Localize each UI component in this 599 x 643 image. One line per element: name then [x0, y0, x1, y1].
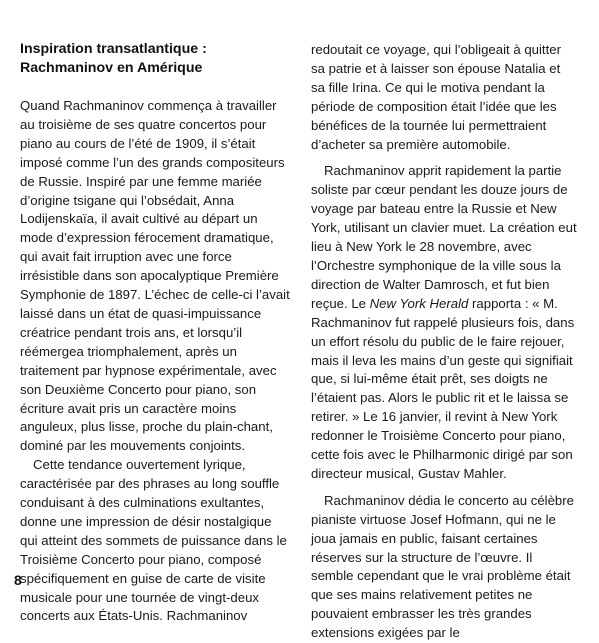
left-paragraph-2: Cette tendance ouvertement lyrique, caractérisée par des phrases au long souffle conduisant à des culminations exultantes, donne une impression de désir nostalgique qui atteint des sommets de puissance dans le Troisième Concerto pour piano, composé spécifiquement en guise de carte de visite musicale pour une tournée de vingt-deux concerts aux États-Unis. Rachmaninov	[20, 457, 287, 624]
heading-line-1: Inspiration transatlantique :	[20, 41, 207, 57]
newspaper-title: New York Herald	[369, 295, 469, 311]
left-paragraph-1: Quand Rachmaninov commença à travailler au troisième de ses quatre concertos pour piano au cours de l’été de 1909, il s’était imposé comme l’un des grands compositeurs de Russie. Inspiré par une femme mariée d’origine tsigane qui l’obsédait, Anna Lodijenskaïa, il avait cultivé au départ un mode d’expression férocement dramatique, qui avait fait irruption avec une force irrésistible dans son apocalyptique Première Symphonie de 1897. L’échec de celle-ci l’avait laissé dans un état de quasi-impuissance créatrice pendant trois ans, et lorsqu’il réémergea triomphalement, après un traitement par hypnose expérimentale, avec son Deuxième Concerto pour piano, son écriture avait pris un caractère moins anguleux, plus lisse, proche du plain-chant, dominé par les mouvements conjoints.	[20, 98, 290, 454]
right-paragraph-1: redoutait ce voyage, qui l’obligeait à quitter sa patrie et à laisser son épouse Natalia et sa fille Irina. Ce qui le motiva pendant la période de composition était l’idée que les bénéfices de la tournée lui permettraient d’acheter sa première automobile.	[311, 42, 561, 152]
article-heading	[20, 40, 292, 78]
right-paragraph-2-part-b: rapporta : « M. Rachmaninov fut rappelé plusieurs fois, dans un effort résolu du public de le faire rejouer, mais il leva les mains d’un geste qui signifiait que, si lui-même était prêt, ses doigts ne l’étaient pas. Alors le public rit et le laissa se retirer. » Le 16 janvier, il revint à New York redonner le Troisième Concerto pour piano, cette fois avec le Philharmonic dirigé par son directeur musical, Gustav Mahler.	[311, 295, 575, 481]
right-column	[311, 41, 577, 643]
heading-line-2: Rachmaninov en Amérique	[20, 60, 203, 76]
left-column	[20, 40, 292, 626]
right-paragraph-3: Rachmaninov dédia le concerto au célèbre pianiste virtuose Josef Hofmann, qui ne le joua jamais en public, faisant certaines réserves sur la structure de l’œuvre. Il semble cependant que le vrai problème était que ses mains relativement petites ne pouvaient embrasser les très grandes extensions exigées par le	[311, 492, 574, 641]
right-paragraph-2-part-a: Rachmaninov apprit rapidement la partie soliste par cœur pendant les douze jours de voyage par bateau entre la Russie et New York, utilisant un clavier muet. La création eut lieu à New York le 28 novembre, avec l’Orchestre symphonique de la ville sous la direction de Walter Damrosch, et fut bien reçue. Le	[311, 163, 577, 311]
right-paragraph-2	[311, 162, 577, 483]
page-number: 8	[14, 572, 22, 588]
